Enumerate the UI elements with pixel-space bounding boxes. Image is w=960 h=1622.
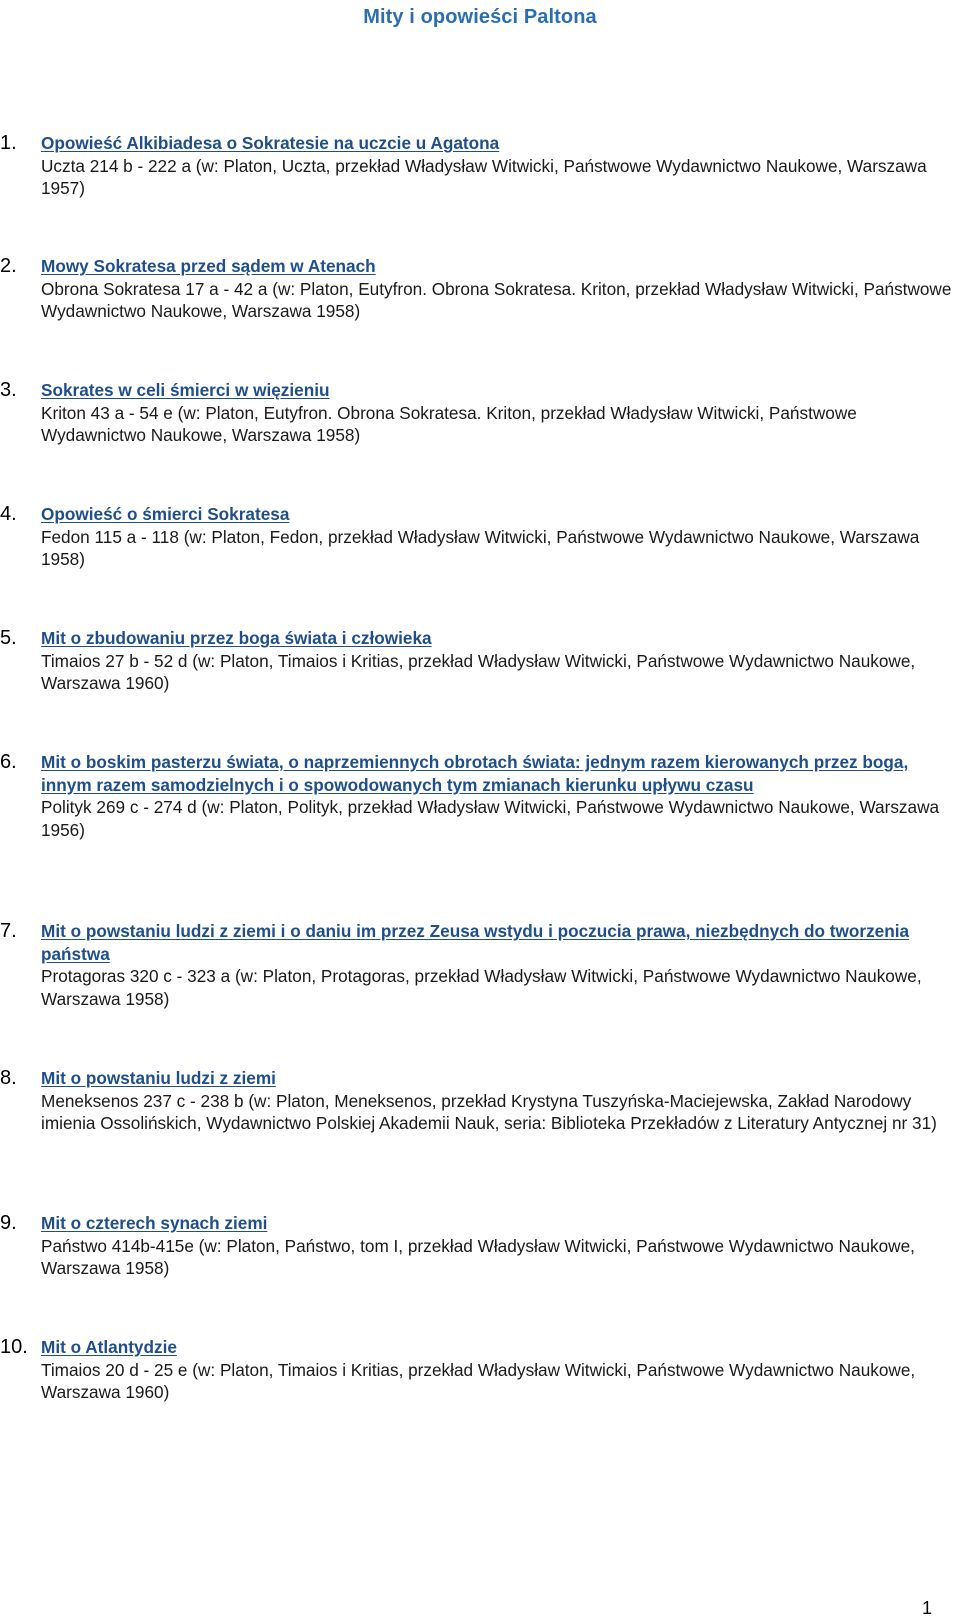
entry-link[interactable]: Sokrates w celi śmierci w więzieniu <box>41 380 330 400</box>
entry-link[interactable]: Opowieść Alkibiadesa o Sokratesie na uczcie u Agatona <box>41 133 500 153</box>
entry-number: 4. <box>0 503 17 525</box>
entry-body <box>41 920 956 1010</box>
entry-body <box>41 1067 956 1135</box>
entry-link[interactable]: Mit o Atlantydzie <box>41 1337 177 1357</box>
entry-body <box>41 132 956 200</box>
entry-source: Państwo 414b-415e (w: Platon, Państwo, tom I, przekład Władysław Witwicki, Państwowe Wydawnictwo Naukowe, Warszawa 1958) <box>41 1235 915 1278</box>
entry-source: Obrona Sokratesa 17 a - 42 a (w: Platon, Eutyfron. Obrona Sokratesa. Kriton, przekład Władysław Witwicki, Państwowe Wydawnictwo Naukowe, Warszawa 1958) <box>41 278 952 321</box>
entry-number: 7. <box>0 920 17 942</box>
entry-body <box>41 1212 956 1280</box>
entry-link[interactable]: Mit o powstaniu ludzi z ziemi i o daniu im przez Zeusa wstydu i poczucia prawa, niezbędnych do tworzenia państwa <box>41 921 910 964</box>
entry-body <box>41 255 956 323</box>
entry-number: 10. <box>0 1336 28 1358</box>
entry-source: Kriton 43 a - 54 e (w: Platon, Eutyfron. Obrona Sokratesa. Kriton, przekład Władysław Witwicki, Państwowe Wydawnictwo Naukowe, Warszawa 1958) <box>41 402 857 445</box>
entry-link[interactable]: Mit o zbudowaniu przez boga świata i człowieka <box>41 628 432 648</box>
entry-source: Uczta 214 b - 222 a (w: Platon, Uczta, przekład Władysław Witwicki, Państwowe Wydawnictwo Naukowe, Warszawa 1957) <box>41 155 927 198</box>
entry-link[interactable]: Opowieść o śmierci Sokratesa <box>41 504 290 524</box>
entry-link[interactable]: Mit o czterech synach ziemi <box>41 1213 268 1233</box>
entry-body <box>41 751 956 841</box>
entry-number: 2. <box>0 255 17 277</box>
entry-link[interactable]: Mowy Sokratesa przed sądem w Atenach <box>41 256 376 276</box>
entry-body <box>41 1336 956 1404</box>
entry-number: 5. <box>0 627 17 649</box>
entry-number: 8. <box>0 1067 17 1089</box>
page-number: 1 <box>921 1598 932 1618</box>
entry-body <box>41 627 956 695</box>
entry-source: Meneksenos 237 c - 238 b (w: Platon, Meneksenos, przekład Krystyna Tuszyńska-Maciejewska, Zakład Narodowy imienia Ossolińskich, Wydawnictwo Polskiej Akademii Nauk, seria: Biblioteka Przekładów z Literatury Antycznej nr 31) <box>41 1090 937 1133</box>
entry-source: Fedon 115 a - 118 (w: Platon, Fedon, przekład Władysław Witwicki, Państwowe Wydawnictwo Naukowe, Warszawa 1958) <box>41 526 920 569</box>
entry-body <box>41 379 956 447</box>
entry-source: Polityk 269 c - 274 d (w: Platon, Polityk, przekład Władysław Witwicki, Państwowe Wydawnictwo Naukowe, Warszawa 1956) <box>41 797 940 840</box>
entry-number: 3. <box>0 379 17 401</box>
entry-link[interactable]: Mit o boskim pasterzu świata, o naprzemiennych obrotach świata: jednym razem kierowanych przez boga, innym razem samodzielnych i o spowodowanych tym zmianach kierunku upływu czasu <box>41 752 909 795</box>
page-title: Mity i opowieści Paltona <box>363 6 597 28</box>
entry-body <box>41 503 956 571</box>
entry-link[interactable]: Mit o powstaniu ludzi z ziemi <box>41 1068 276 1088</box>
entry-number: 1. <box>0 132 17 154</box>
entry-source: Timaios 20 d - 25 e (w: Platon, Timaios i Kritias, przekład Władysław Witwicki, Państwowe Wydawnictwo Naukowe, Warszawa 1960) <box>41 1359 916 1402</box>
entry-source: Timaios 27 b - 52 d (w: Platon, Timaios i Kritias, przekład Władysław Witwicki, Państwowe Wydawnictwo Naukowe, Warszawa 1960) <box>41 650 916 693</box>
entry-source: Protagoras 320 c - 323 a (w: Platon, Protagoras, przekład Władysław Witwicki, Państwowe Wydawnictwo Naukowe, Warszawa 1958) <box>41 966 922 1009</box>
entry-number: 6. <box>0 751 17 773</box>
entry-number: 9. <box>0 1212 17 1234</box>
